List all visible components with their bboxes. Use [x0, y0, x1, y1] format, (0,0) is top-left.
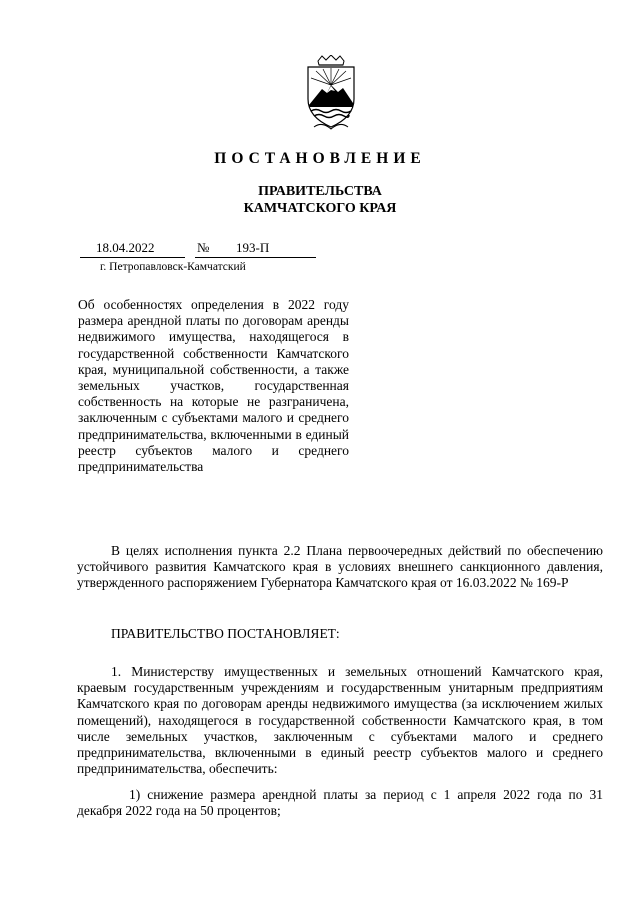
- clause-1-item-1-paragraph: 1) снижение размера арендной платы за период с 1 апреля 2022 года по 31 декабря 2022 года на 50 процентов;: [77, 787, 603, 819]
- decree-phrase: ПРАВИТЕЛЬСТВО ПОСТАНОВЛЯЕТ:: [111, 626, 340, 641]
- document-number: 193-П: [236, 240, 270, 255]
- kamchatka-coat-of-arms-icon: [296, 55, 366, 135]
- clause-1-paragraph: 1. Министерству имущественных и земельных отношений Камчатского края, краевым государственным учреждениям и государственным унитарным предприятиям Камчатского края по договорам аренды недвижимого имущества (за исключением жилых помещений), находящегося в государственной собственности Камчатского края, в том числе земельных участков, заключенным с субъектами малого и среднего предпринимательства, включенными в единый реестр субъектов малого и среднего предпринимательства, обеспечить:: [77, 664, 603, 777]
- authority-line-2: КАМЧАТСКОГО КРАЯ: [243, 201, 397, 216]
- document-subject: Об особенностях определения в 2022 году размера арендной платы по договорам аренды недвижимого имущества, находящегося в государственной собственности Камчатского края, муниципальной собственности, а также земельных участков, государственная собственность на которые не разграничена, заключенным с субъектами малого и среднего предпринимательства, включенными в единый реестр субъектов малого и среднего предпринимательства: [78, 297, 349, 475]
- document-date: 18.04.2022: [96, 240, 155, 255]
- issuing-authority: [0, 183, 640, 217]
- underline-gap: [185, 256, 195, 259]
- number-sign: №: [197, 240, 210, 255]
- issuing-city: г. Петропавловск-Камчатский: [100, 261, 246, 273]
- preamble-paragraph: В целях исполнения пункта 2.2 Плана первоочередных действий по обеспечению устойчивого развития Камчатского края в условиях внешнего санкционного давления, утвержденного распоряжением Губернатора Камчатского края от 16.03.2022 № 169-Р: [77, 543, 603, 591]
- authority-line-1: ПРАВИТЕЛЬСТВА: [258, 184, 382, 199]
- document-type-title: ПОСТАНОВЛЕНИЕ: [214, 150, 426, 167]
- registration-underline: [80, 257, 316, 258]
